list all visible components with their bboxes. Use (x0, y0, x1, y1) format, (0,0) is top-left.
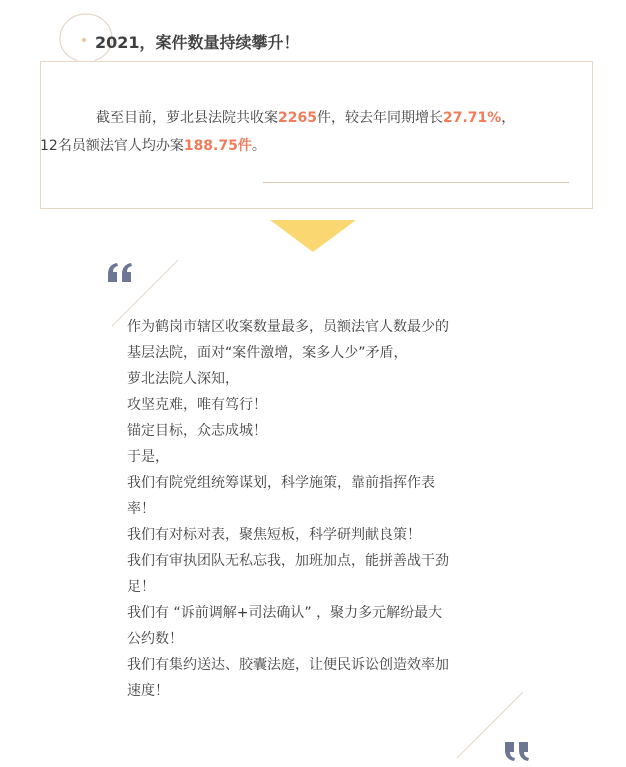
poem-line: 我们有集约送达、胶囊法庭，让便民诉讼创造效率加 (127, 657, 449, 673)
poem-line: 我们有院党组统筹谋划，科学施策，靠前指挥作表 (127, 475, 435, 491)
close-quote-icon (503, 740, 531, 762)
stats-cases-total: 2265 (278, 110, 317, 126)
stats-paragraph (40, 104, 573, 160)
stats-text-part4: 12名员额法官人均办案 (40, 138, 184, 154)
poem-line: 我们有审执团队无私忘我，加班加点，能拼善战干劲 (127, 553, 449, 569)
poem-line: 锚定目标，众志成城！ (127, 423, 267, 439)
poem-line: 速度！ (127, 683, 169, 699)
poem-line: 公约数！ (127, 631, 183, 647)
poem-line: 率！ (127, 501, 155, 517)
stats-growth-rate: 27.71% (442, 110, 502, 126)
poem-line: 足！ (127, 579, 155, 595)
stats-text-part2: 件，较去年同期增长 (316, 110, 443, 126)
stats-text-part3: ， (501, 110, 516, 126)
stats-text-part1: 截至目前，萝北县法院共收案 (96, 110, 278, 126)
poem-line: 攻坚克难，唯有笃行！ (127, 397, 267, 413)
section-title-text: 2021，案件数量持续攀升！ (95, 33, 300, 52)
poem-line: 我们有对标对表，聚焦短板，科学研判献良策！ (127, 527, 421, 543)
stats-avg-cases: 188.75件 (183, 138, 252, 154)
poem-line: 萝北法院人深知， (127, 371, 239, 387)
open-quote-icon (106, 262, 134, 284)
poem-line: 于是， (127, 449, 169, 465)
poem-block (127, 314, 517, 704)
poem-line: 基层法院，面对“案件激增，案多人少”矛盾， (127, 345, 408, 361)
poem-line: 作为鹤岗市辖区收案数量最多，员额法官人数最少的 (127, 319, 449, 335)
stats-divider-line (263, 182, 569, 183)
poem-line: 我们有 “诉前调解+司法确认” ，聚力多元解纷最大 (127, 605, 443, 621)
stats-card (40, 61, 593, 209)
triangle-down-icon (270, 220, 356, 252)
stats-text-part5: 。 (251, 138, 266, 154)
